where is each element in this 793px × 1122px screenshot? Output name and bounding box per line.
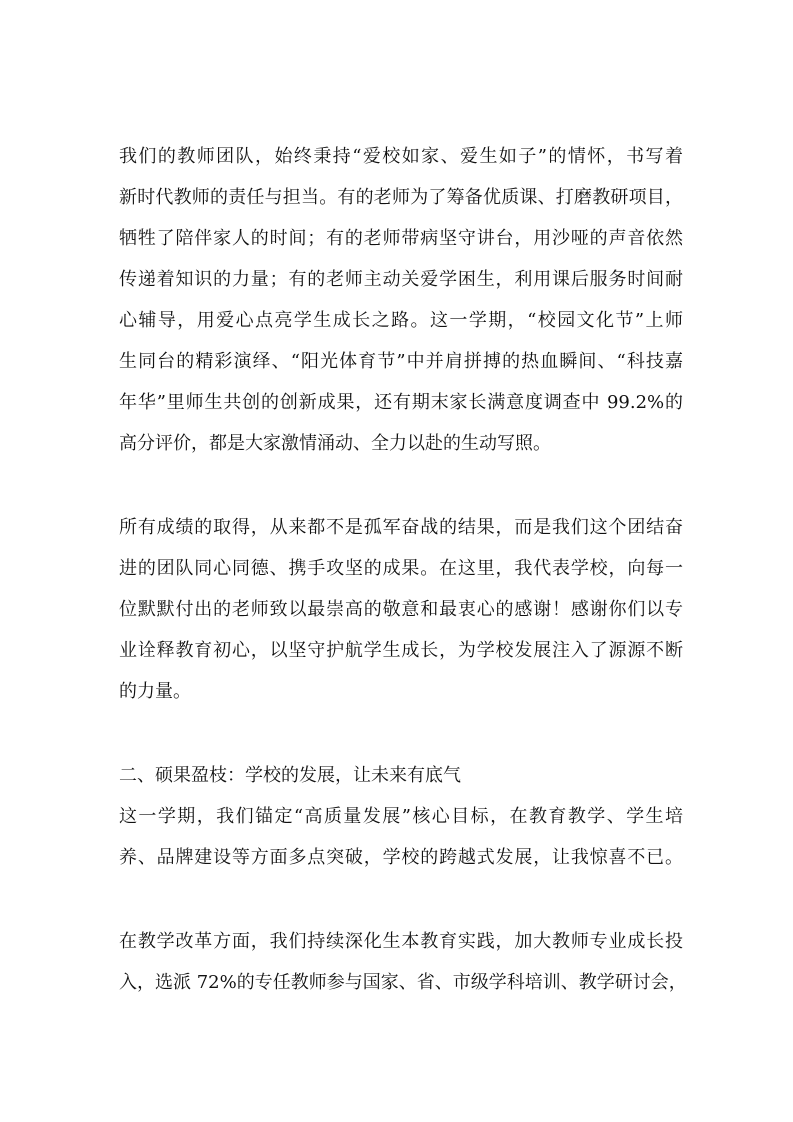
text-line: 传递着知识的力量；有的老师主动关爱学困生，利用课后服务时间耐: [119, 269, 683, 290]
text-line: 牺牲了陪伴家人的时间；有的老师带病坚守讲台，用沙哑的声音依然: [119, 228, 683, 249]
text-line: 业诠释教育初心，以坚守护航学生成长，为学校发展注入了源源不断: [119, 640, 683, 661]
text-line: 这一学期，我们锚定“高质量发展”核心目标，在教育教学、学生培: [119, 806, 683, 827]
text-line: 位默默付出的老师致以最崇高的敬意和最衷心的感谢！感谢你们以专: [119, 599, 683, 620]
text-line: 的力量。: [119, 681, 191, 702]
text-line: 入，选派 72%的专任教师参与国家、省、市级学科培训、教学研讨会，: [119, 972, 687, 993]
text-line: 所有成绩的取得，从来都不是孤军奋战的结果，而是我们这个团结奋: [119, 517, 683, 538]
text-line: 心辅导，用爱心点亮学生成长之路。这一学期，“校园文化节”上师: [119, 310, 683, 331]
text-line: 高分评价，都是大家激情涌动、全力以赴的生动写照。: [119, 433, 551, 454]
text-line: 进的团队同心同德、携手攻坚的成果。在这里，我代表学校，向每一: [119, 558, 683, 579]
text-line: 我们的教师团队，始终秉持“爱校如家、爱生如子”的情怀，书写着: [119, 146, 683, 167]
text-line: 年华”里师生共创的创新成果，还有期末家长满意度调查中 99.2%的: [119, 392, 683, 413]
text-line: 在教学改革方面，我们持续深化生本教育实践，加大教师专业成长投: [119, 931, 683, 952]
section-heading: 二、硕果盈枝：学校的发展，让未来有底气: [119, 765, 461, 786]
text-line: 新时代教师的责任与担当。有的老师为了筹备优质课、打磨教研项目，: [119, 187, 683, 208]
text-line: 生同台的精彩演绎、“阳光体育节”中并肩拼搏的热血瞬间、“科技嘉: [119, 351, 683, 372]
document-page: [119, 0, 687, 1122]
text-line: 养、品牌建设等方面多点突破，学校的跨越式发展，让我惊喜不已。: [119, 847, 683, 868]
